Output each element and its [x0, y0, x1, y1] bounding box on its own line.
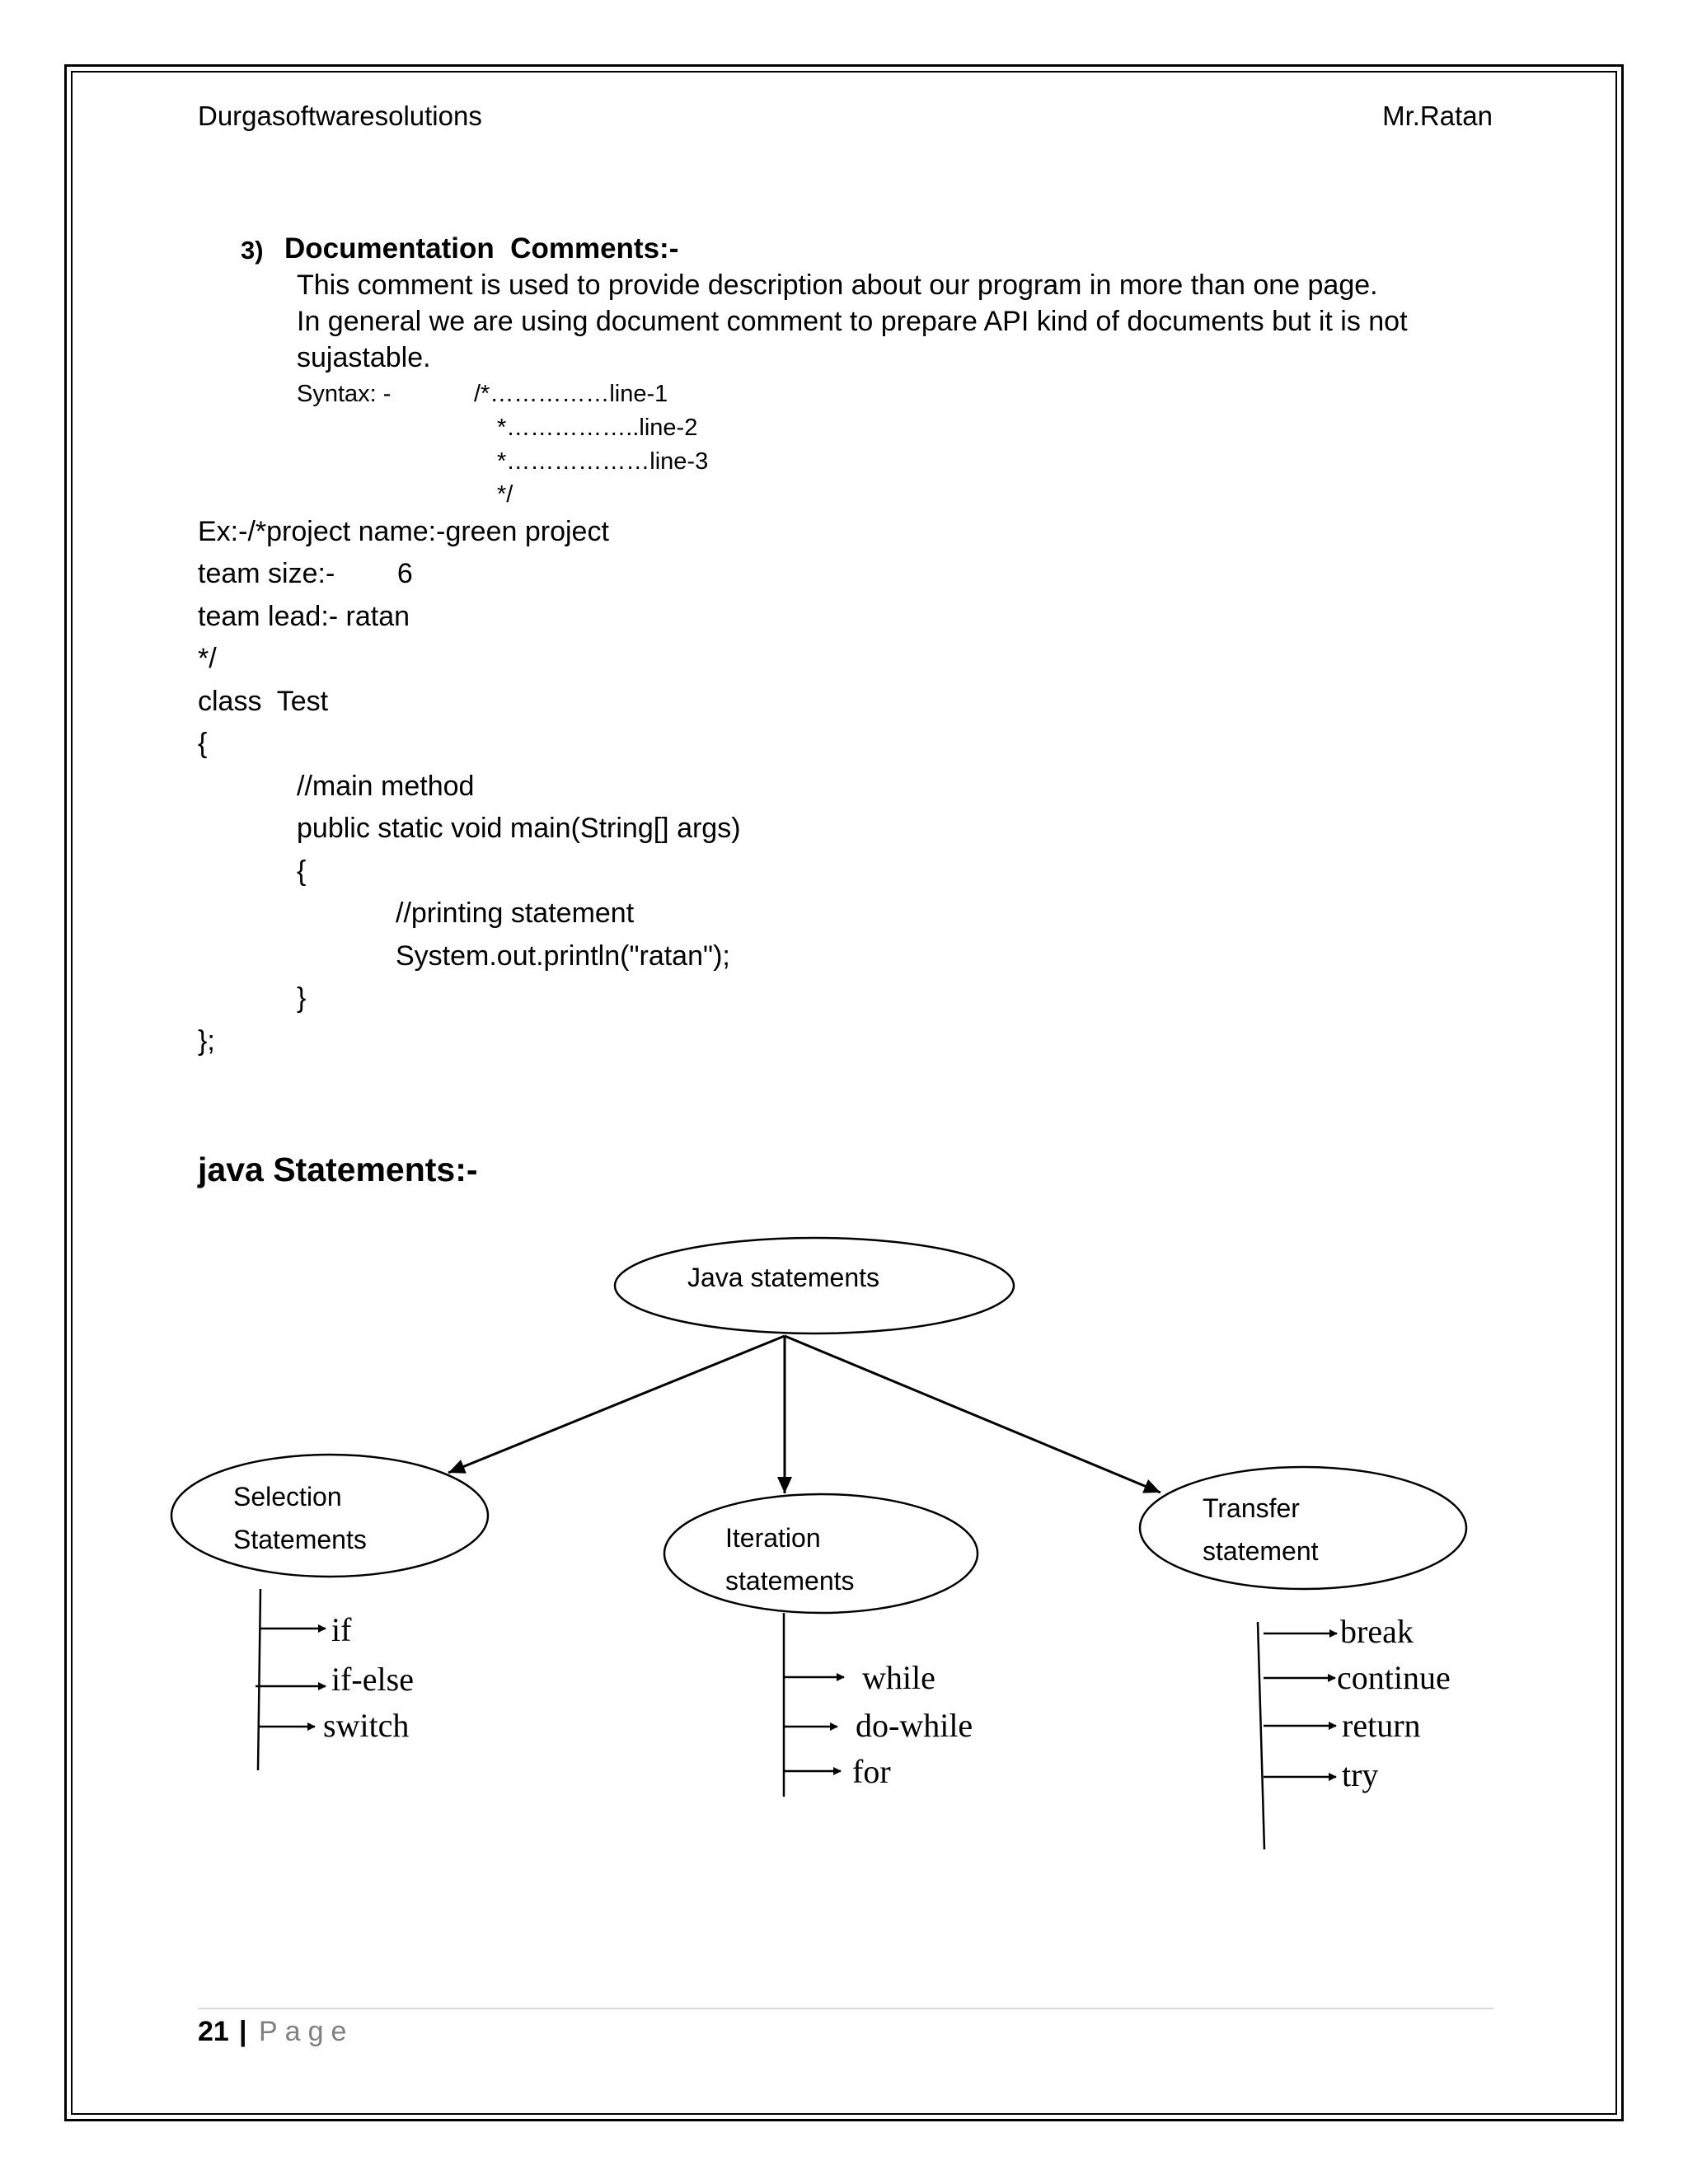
syntax-line-2: *……………..line-2	[497, 415, 698, 441]
transfer-label-line1: Transfer	[1203, 1493, 1300, 1523]
iteration-label-line1: Iteration	[725, 1523, 821, 1553]
page-number: 21	[198, 2016, 229, 2047]
statements-heading: java Statements:-	[198, 1151, 478, 1188]
code-line: {	[297, 855, 307, 887]
syntax-label: Syntax: -	[297, 381, 392, 407]
selection-item: if-else	[331, 1661, 414, 1698]
iteration-item: for	[852, 1753, 891, 1790]
code-line: //printing statement	[396, 898, 635, 929]
transfer-trunk	[1258, 1622, 1264, 1849]
transfer-item: break	[1340, 1613, 1414, 1650]
iteration-item: do-while	[856, 1707, 973, 1744]
selection-label-line1: Selection	[233, 1482, 342, 1511]
code-line: public static void main(String[] args)	[297, 813, 741, 844]
syntax-line-1: /*……………line-1	[474, 381, 668, 407]
code-line: class Test	[198, 686, 329, 717]
selection-trunk	[258, 1589, 260, 1770]
code-line: team size:- 6	[198, 558, 413, 589]
code-line: */	[198, 643, 217, 674]
syntax-line-3: *………………line-3	[497, 448, 709, 475]
code-line: }	[297, 982, 307, 1014]
transfer-item: try	[1342, 1756, 1379, 1793]
code-line: //main method	[297, 771, 475, 802]
selection-ellipse	[171, 1455, 488, 1577]
syntax-line-4: */	[497, 481, 513, 508]
iteration-item: while	[862, 1659, 935, 1696]
section-number: 3)	[241, 236, 264, 265]
transfer-item: continue	[1337, 1659, 1451, 1696]
code-line: team lead:- ratan	[198, 601, 410, 632]
selection-item: switch	[323, 1707, 410, 1744]
section-title: Documentation Comments:-	[284, 232, 679, 265]
header-left: Durgasoftwaresolutions	[198, 101, 482, 131]
root-label: Java statements	[687, 1263, 879, 1292]
selection-label-line2: Statements	[233, 1525, 367, 1554]
transfer-item: return	[1342, 1707, 1421, 1744]
code-line: };	[198, 1025, 215, 1057]
iteration-label-line2: statements	[725, 1566, 855, 1596]
header-right: Mr.Ratan	[1382, 101, 1493, 131]
arrow-to-selection	[448, 1336, 785, 1473]
code-line: Ex:-/*project name:-green project	[198, 516, 609, 547]
section-line-1: This comment is used to provide description about our program in more than one page.	[297, 269, 1378, 301]
section-line-3: sujastable.	[297, 342, 431, 373]
code-line: {	[198, 728, 208, 759]
transfer-ellipse	[1140, 1467, 1466, 1589]
selection-item: if	[331, 1611, 352, 1648]
code-line: System.out.println("ratan");	[396, 940, 730, 972]
transfer-label-line2: statement	[1203, 1536, 1319, 1566]
page-separator: |	[239, 2016, 247, 2047]
section-line-2: In general we are using document comment to prepare API kind of documents but it is not	[297, 306, 1408, 337]
footer-rule	[198, 2008, 1493, 2009]
page-word: Page	[259, 2016, 354, 2047]
arrow-to-transfer	[785, 1336, 1160, 1493]
